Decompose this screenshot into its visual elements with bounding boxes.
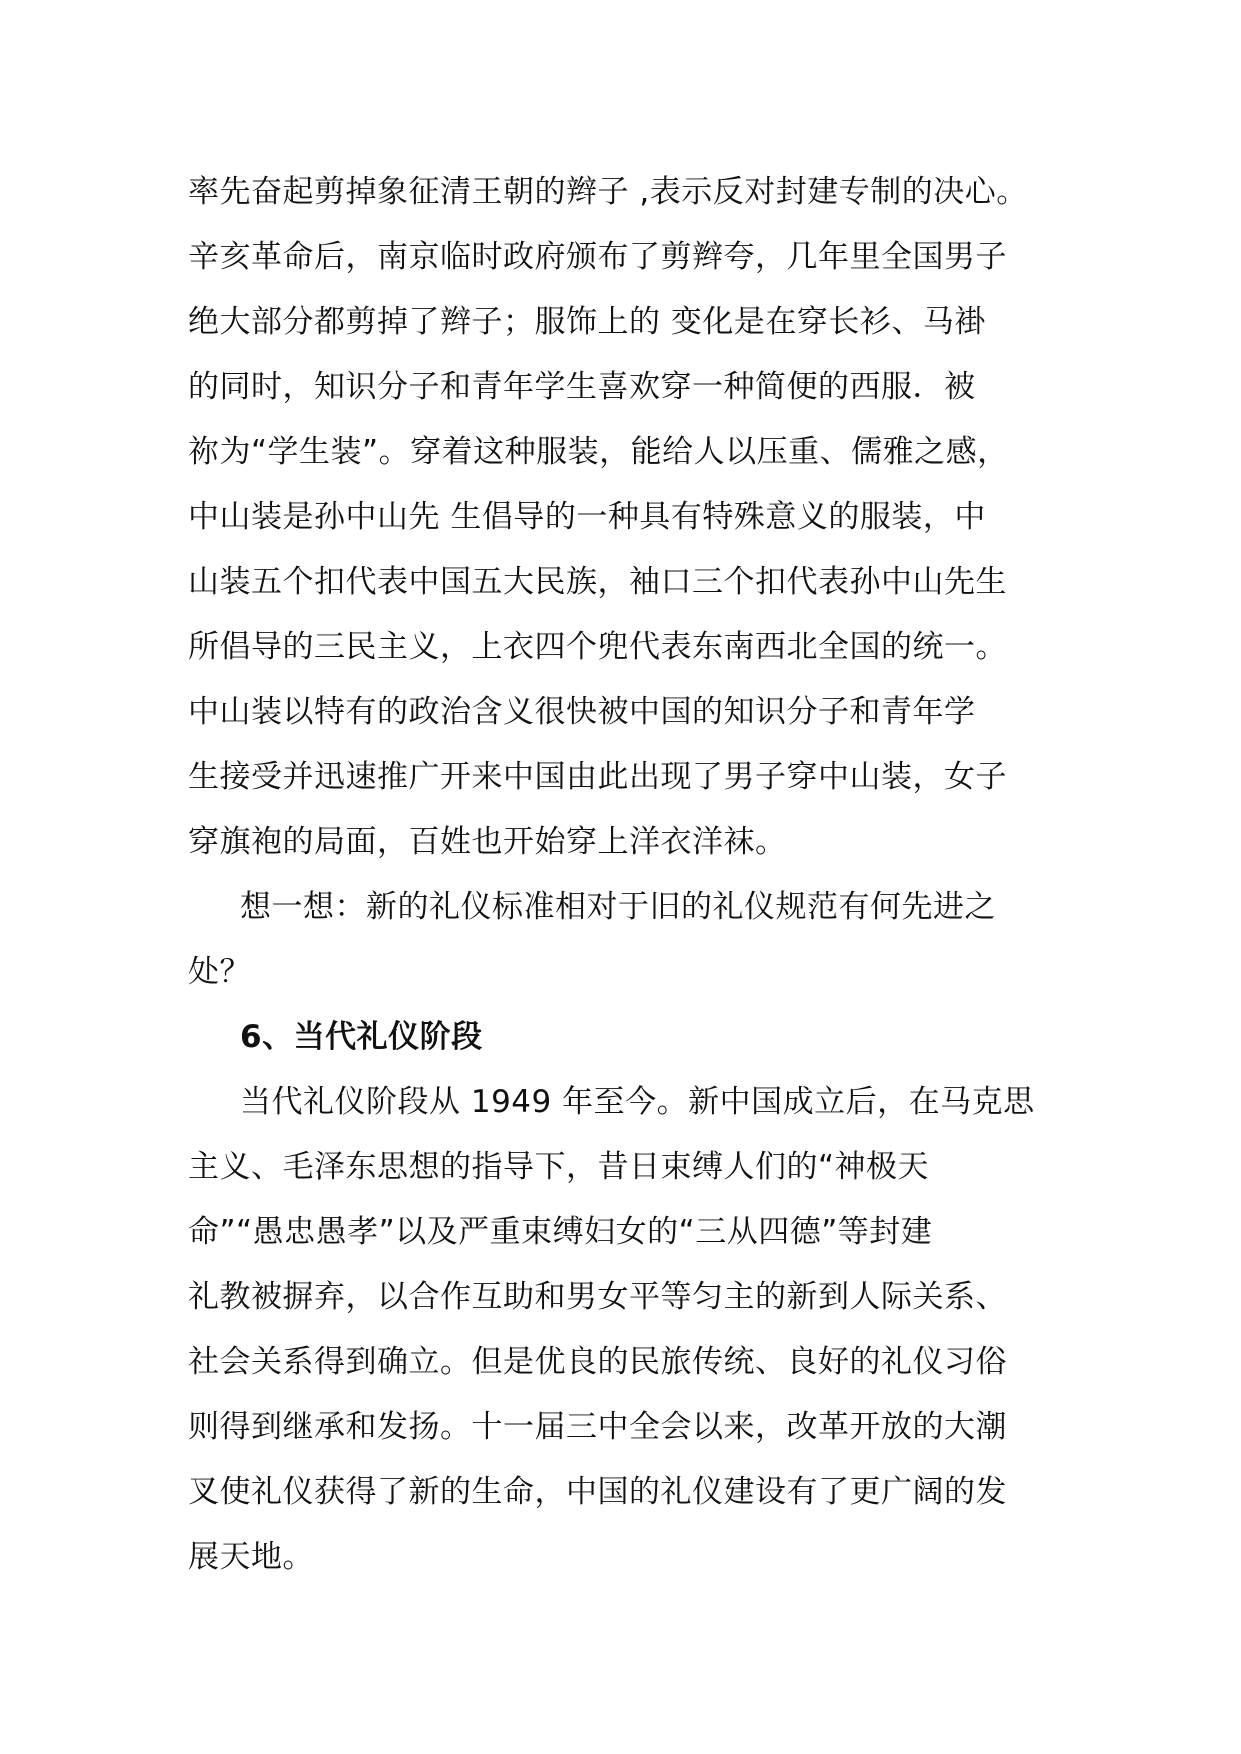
text-line: 的同时，知识分子和青年学生喜欢穿一种简便的西服．被 — [188, 369, 976, 405]
text-line: 祢为“学生装”。穿着这种服装，能给人以压重、儒雅之感， — [188, 434, 1009, 470]
text-line: 所倡导的三民主义，上衣四个兜代表东南西北全国的统一。 — [188, 629, 1007, 665]
text-line: 命”“愚忠愚孝”以及严重束缚妇女的“三从四德”等封建 — [188, 1214, 933, 1250]
text-line: 中山装是孙中山先 生倡导的一种具有特殊意义的服装，中 — [188, 499, 986, 535]
text-line: 穿旗袍的局面，百姓也开始穿上洋衣洋袜。 — [188, 824, 787, 860]
text-line: 辛亥革命后，南京临时政府颁布了剪辫夸，几年里全国男子 — [188, 239, 1007, 275]
text-line: 社会关系得到确立。但是优良的民旅传统、良好的礼仪习俗 — [188, 1344, 1007, 1380]
text-line: 当代礼仪阶段从 1949 年至今。新中国成立后，在马克思 — [240, 1084, 1035, 1120]
text-line: 处？ — [188, 954, 251, 990]
text-line: 生接受并迅速推广开来中国由此出现了男子穿中山装，女子 — [188, 759, 1007, 795]
text-line: 中山装以特有的政治含义很快被中国的知识分子和青年学 — [188, 694, 976, 730]
text-line: 率先奋起剪掉象征清王朝的辫子 ,表示反对封建专制的决心。 — [188, 174, 1028, 210]
text-line: 山装五个扣代表中国五大民族，袖口三个扣代表孙中山先生 — [188, 564, 1007, 600]
text-line: 展天地。 — [188, 1539, 314, 1575]
document-page — [188, 160, 1058, 1590]
text-line: 想一想：新的礼仪标准相对于旧的礼仪规范有何先进之 — [240, 889, 996, 925]
text-line: 绝大部分都剪掉了辫子；服饰上的 变化是在穿长衫、马褂 — [188, 304, 986, 340]
section-heading: 6、当代礼仪阶段 — [240, 1019, 483, 1055]
text-line: 则得到继承和发扬。十一届三中全会以来，改革开放的大潮 — [188, 1409, 1007, 1445]
text-line: 叉使礼仪获得了新的生命，中国的礼仪建设有了更广阔的发 — [188, 1474, 1007, 1510]
text-line: 礼教被摒弃，以合作互助和男女平等匀主的新到人际关系、 — [188, 1279, 1007, 1315]
text-line: 主义、毛泽东思想的指导下，昔日束缚人们的“神极天 — [188, 1149, 930, 1185]
